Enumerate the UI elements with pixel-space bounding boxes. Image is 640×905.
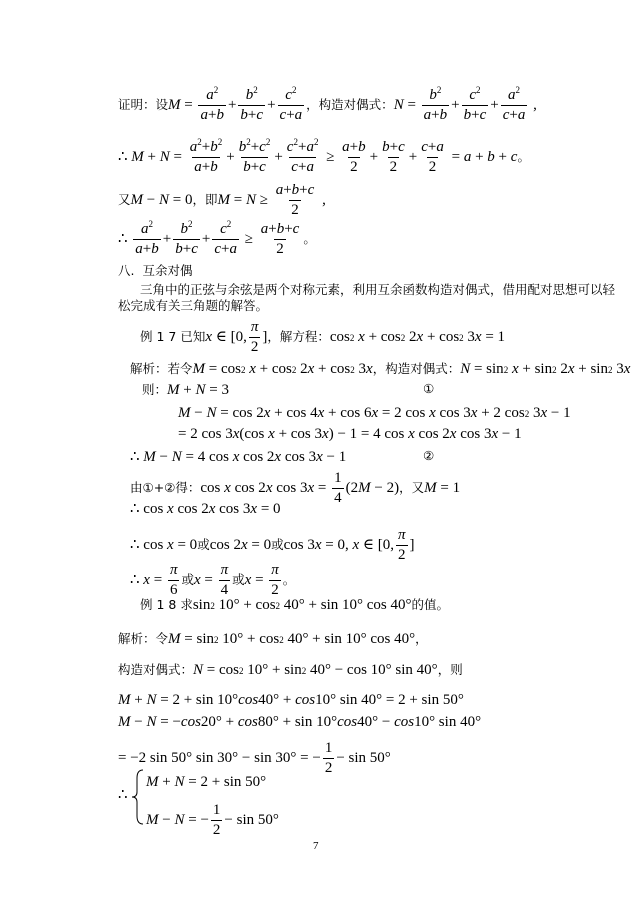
system-brace: [130, 768, 146, 826]
therefore-symbol: ∴: [118, 787, 128, 803]
construct-label: ，构造对偶式：: [306, 97, 394, 113]
sum-line: ∴ M + N = $\frac{a^2+b^2}{a+b}$ + $\frac{b^2+c^2}{b+c}$ + $\frac{c^2+a^2}{c+a}$ ≥ $\frac{a+b}{2}$ + $\frac{b+c}{2}$ + $\frac{c+a}{2}$ = a + b + c 。: [118, 137, 530, 175]
diff-18-result: = −2 sin 50° sin 30° − sin 30° = − $\frac{1}{2}$ − sin 50°: [118, 740, 391, 776]
then-line: 则： M + N = 3: [142, 382, 229, 398]
formula-N-def: N = $\frac{b^2}{a+b}$ + $\frac{c^2}{b+c}$ + $\frac{a^2}{c+a}$ ,: [393, 85, 537, 123]
diff-line: 又 M − N = 0 ，即 M = N ≥ $\frac{a+b+c}{2}$ ,: [118, 182, 326, 218]
solutions-line: ∴ x = $\frac{\pi}{6}$ 或 x = $\frac{\pi}{4}$ 或 x = $\frac{\pi}{2}$ 。: [130, 562, 296, 598]
paragraph-line-2: 松完成有关三角题的解答。: [118, 298, 269, 313]
eq-marker-1: ①: [423, 381, 435, 396]
example-18: 例 1 8 求 sin 2 10° + cos 2 40° + sin 10° cos 40° 的值。: [140, 597, 450, 613]
combine-line: 由①+②得： cos x cos 2 x cos 3 x = $\frac{1}{4}$ (2 M − 2) ，又 M = 1: [130, 470, 461, 506]
page-number: 7: [313, 840, 319, 852]
example-17: 例 1 7 已知 x ∈ [0, $\frac{\pi}{2}$ ] ，解方程： cos 2 x + cos 2 2 x + cos 2 3 x = 1: [140, 319, 506, 355]
paragraph-line-1: 三角中的正弦与余弦是两个对称元素，利用互余函数构造对偶式，借用配对思想可以轻: [140, 282, 616, 297]
section-number: 八.: [118, 263, 135, 278]
formula-M-def: M = $\frac{a^2}{a+b}$ + $\frac{b^2}{b+c}$ + $\frac{c^2}{c+a}$: [168, 85, 303, 123]
system-eq-1: M + N = 2 + sin 50°: [146, 774, 267, 790]
diff-18: M − N = − cos 20° + cos 80° + sin 10° cos 40° − cos 10° sin 40°: [118, 714, 482, 730]
analysis-17: 解析：若令 M = cos 2 x + cos 2 2 x + cos 2 3 x ，构造对偶式： N = sin 2 x + sin 2 2 x + sin 2 3 x: [130, 361, 631, 377]
system-eq-2: M − N = − $\frac{1}{2}$ − sin 50°: [146, 802, 279, 838]
cases-line: ∴ cos x = 0 或 cos 2 x = 0 或 cos 3 x = 0, x ∈ [0, $\frac{\pi}{2}$ ]: [130, 527, 415, 563]
section-title: 互余对偶: [142, 263, 193, 278]
section-heading: [118, 265, 193, 278]
diff-eq-1: M − N = cos 2 x + cos 4 x + cos 6 x = 2 cos x cos 3 x + 2 cos 2 3 x − 1: [178, 405, 571, 421]
sum-18: M + N = 2 + sin 10° cos 40° + cos 10° sin 40° = 2 + sin 50°: [118, 692, 464, 708]
conclusion-line: ∴ $\frac{a^2}{a+b}$ + $\frac{b^2}{b+c}$ + $\frac{c^2}{c+a}$ ≥ $\frac{a+b+c}{2}$ 。: [118, 219, 316, 257]
proof-label: 证明：设: [118, 97, 169, 113]
proof-line: [118, 85, 537, 123]
diff-eq-2: = 2 cos 3 x (cos x + cos 3 x ) − 1 = 4 cos x cos 2 x cos 3 x − 1: [178, 426, 522, 442]
analysis-18: 解析：令 M = sin 2 10° + cos 2 40° + sin 10° cos 40° ，: [118, 631, 428, 647]
construct-18: 构造对偶式： N = cos 2 10° + sin 2 40° − cos 10° sin 40° ，则: [118, 662, 463, 678]
eq-marker-2: ②: [423, 448, 435, 463]
formula-M-plus-N: ∴ M + N = $\frac{a^2+b^2}{a+b}$ + $\frac{b^2+c^2}{b+c}$ + $\frac{c^2+a^2}{c+a}$ ≥ $\frac{a+b}{2}$ + $\frac{b+c}{2}$ + $\frac{c+a}{2}$ = a + b + c: [118, 137, 518, 175]
diff-result: ∴ M − N = 4 cos x cos 2 x cos 3 x − 1: [130, 449, 347, 465]
product-zero: ∴ cos x cos 2 x cos 3 x = 0: [130, 501, 281, 517]
